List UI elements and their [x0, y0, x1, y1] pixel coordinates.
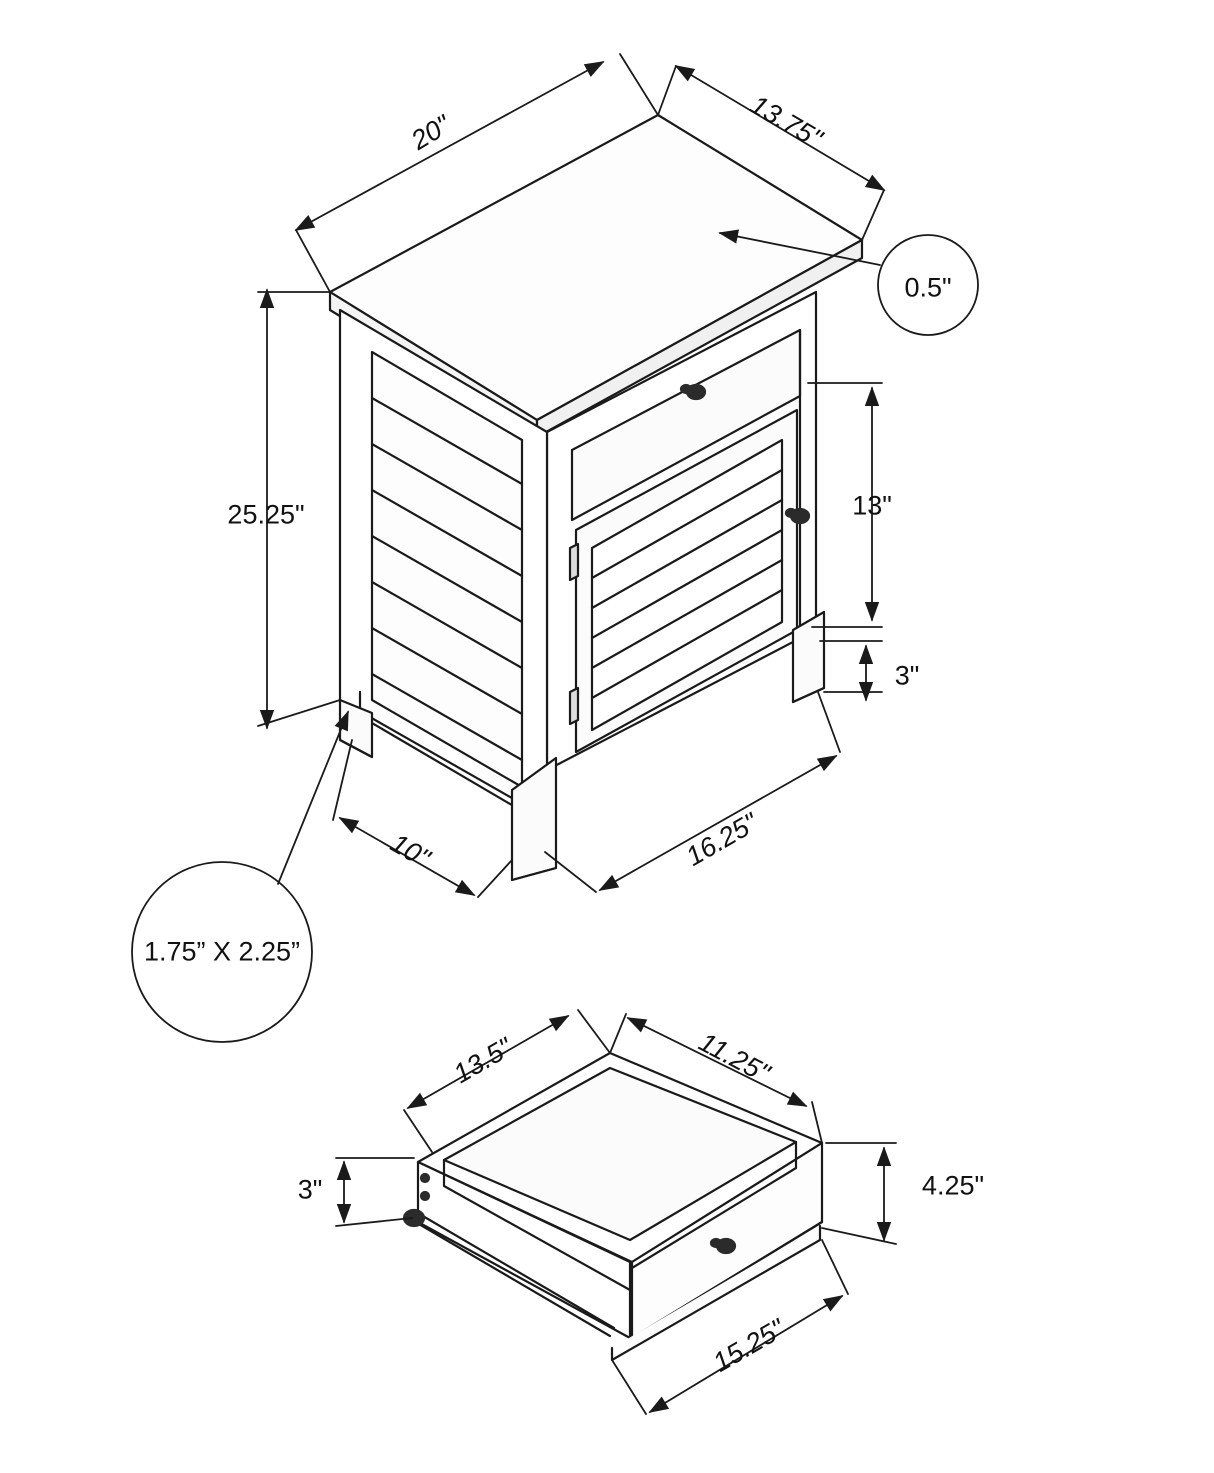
dimension-label-drawer-inner-width: 11.25" — [694, 1026, 775, 1089]
drawer-box — [404, 1053, 822, 1360]
callout-label-top-thickness: 0.5" — [904, 272, 952, 303]
dimension-label-drawer-side-height: 3" — [297, 1174, 323, 1205]
dimension-label-drawer-front-height: 4.25" — [921, 1170, 985, 1201]
dimension-label-drawer-front-width: 15.25" — [707, 1313, 790, 1378]
dimension-label-base-depth: 10" — [385, 827, 435, 874]
dimension-label-drawer-inner-depth: 13.5" — [448, 1032, 518, 1090]
dimension-label-base-width: 16.25" — [680, 807, 763, 872]
dimension-label-table-depth: 13.75" — [745, 89, 828, 154]
dimension-label-door-height: 13" — [852, 490, 892, 521]
dimension-label-leg-height: 3" — [894, 660, 920, 691]
callout-label-leg-section: 1.75” X 2.25” — [143, 936, 301, 967]
dimension-label-table-width: 20" — [406, 109, 456, 156]
dimension-label-table-height: 25.25" — [227, 499, 305, 530]
